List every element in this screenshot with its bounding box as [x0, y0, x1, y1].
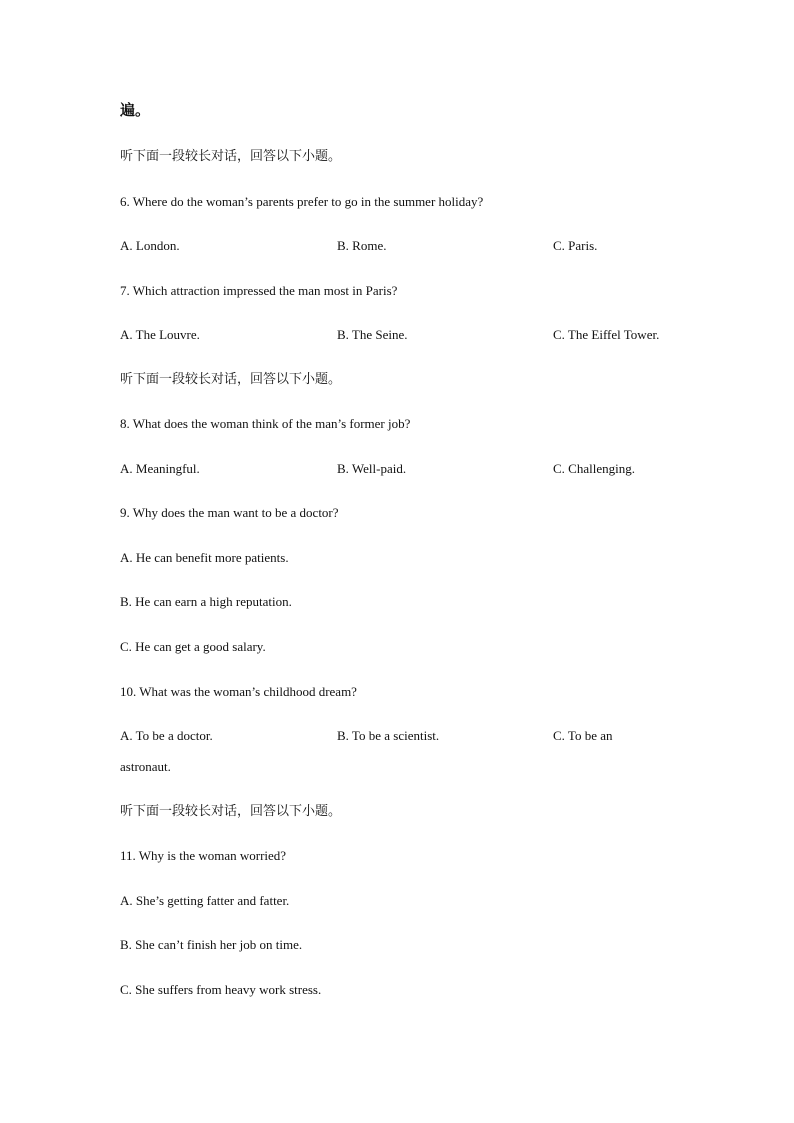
- q11-option-b: B. She can’t finish her job on time.: [120, 937, 303, 952]
- header-fragment: 遍。: [120, 103, 151, 119]
- q7-option-b: B. The Seine.: [337, 327, 408, 342]
- q6-option-b: B. Rome.: [337, 238, 387, 253]
- section-instruction-1: 听下面一段较长对话，回答以下小题。: [120, 149, 342, 164]
- q11-option-c: C. She suffers from heavy work stress.: [120, 982, 322, 997]
- q10-option-a: A. To be a doctor.: [120, 728, 213, 743]
- q10-option-b: B. To be a scientist.: [337, 728, 440, 743]
- question-9: 9. Why does the man want to be a doctor?: [120, 505, 339, 520]
- question-10: 10. What was the woman’s childhood dream?: [120, 684, 357, 699]
- section-instruction-3: 听下面一段较长对话，回答以下小题。: [120, 804, 342, 819]
- q10-option-c-continued: astronaut.: [120, 759, 171, 774]
- q7-option-a: A. The Louvre.: [120, 327, 200, 342]
- question-11: 11. Why is the woman worried?: [120, 848, 287, 863]
- q8-option-c: C. Challenging.: [553, 461, 635, 476]
- q9-option-c: C. He can get a good salary.: [120, 639, 266, 654]
- question-6: 6. Where do the woman’s parents prefer to go in the summer holiday?: [120, 194, 484, 209]
- q10-option-c: C. To be an: [553, 728, 613, 743]
- question-7: 7. Which attraction impressed the man most in Paris?: [120, 283, 398, 298]
- q7-option-c: C. The Eiffel Tower.: [553, 327, 660, 342]
- q6-option-c: C. Paris.: [553, 238, 598, 253]
- q8-option-a: A. Meaningful.: [120, 461, 200, 476]
- question-8: 8. What does the woman think of the man’s former job?: [120, 416, 411, 431]
- section-instruction-2: 听下面一段较长对话，回答以下小题。: [120, 372, 342, 387]
- q9-option-a: A. He can benefit more patients.: [120, 550, 289, 565]
- q11-option-a: A. She’s getting fatter and fatter.: [120, 893, 290, 908]
- q9-option-b: B. He can earn a high reputation.: [120, 594, 292, 609]
- q6-option-a: A. London.: [120, 238, 180, 253]
- q8-option-b: B. Well-paid.: [337, 461, 407, 476]
